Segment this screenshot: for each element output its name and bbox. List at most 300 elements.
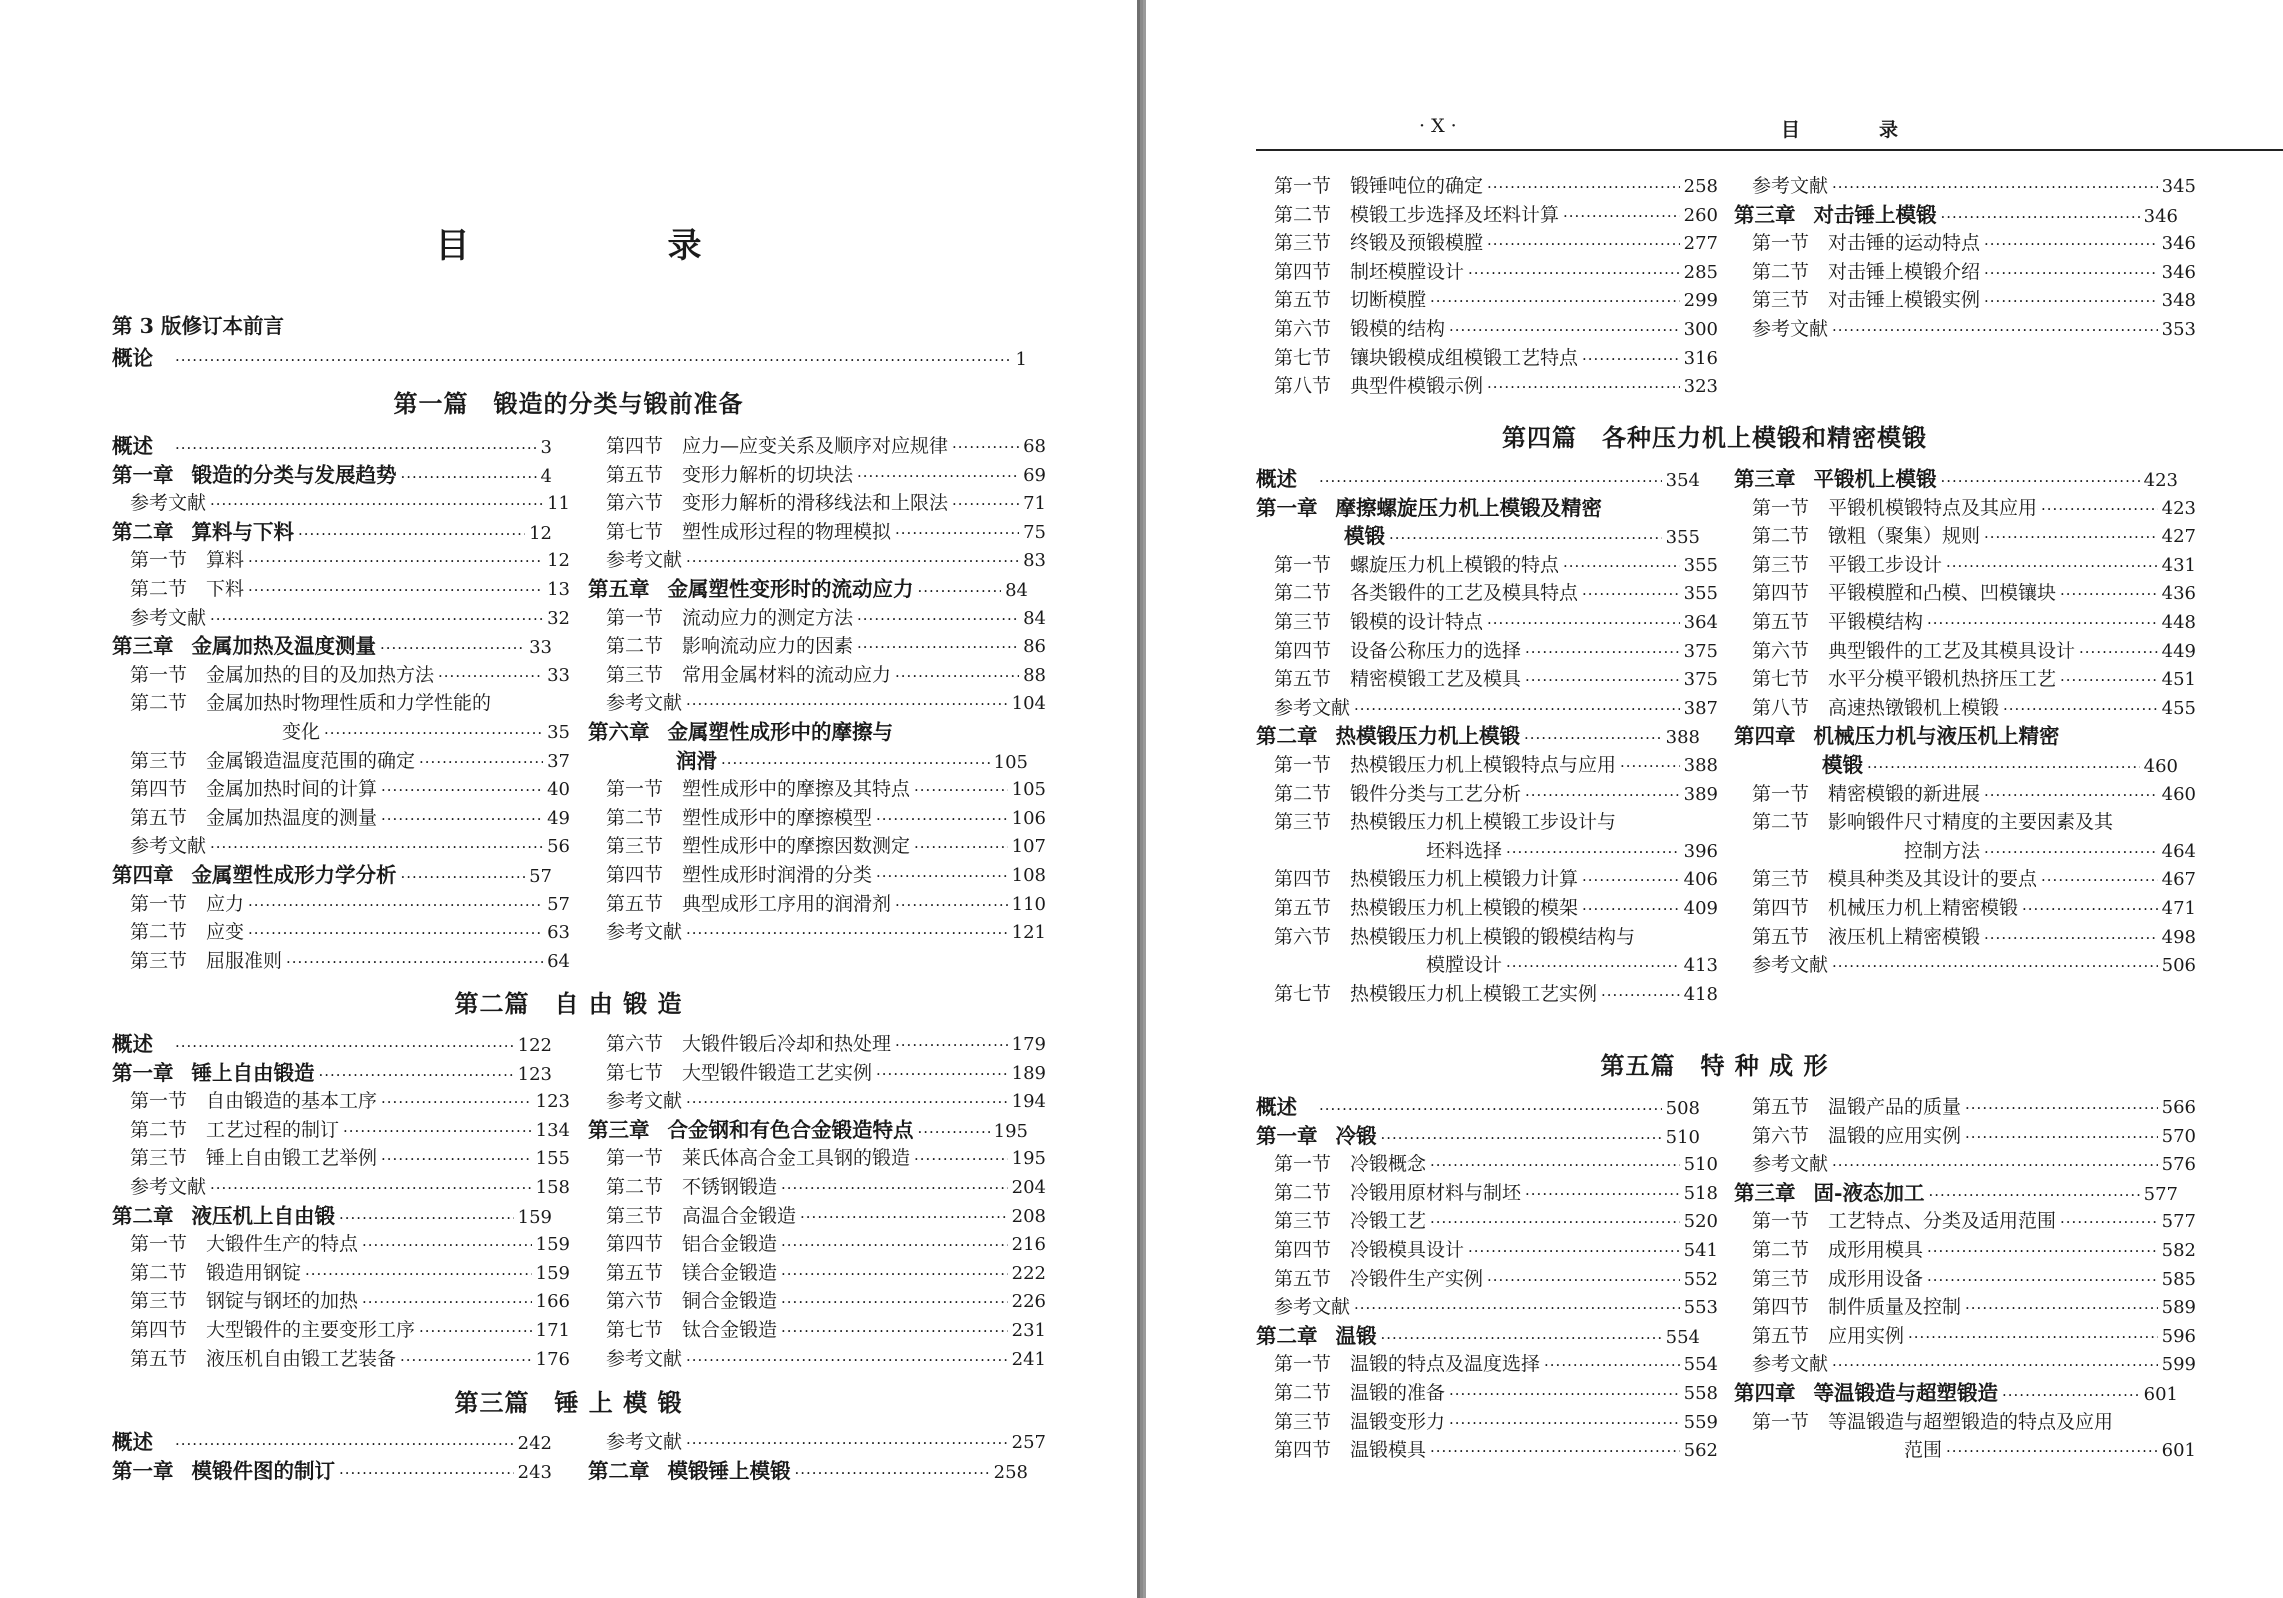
toc-chapter-entry[interactable] [1256,522,1700,550]
leader-dots [362,1231,532,1259]
leader-dots [795,1459,990,1487]
toc-section-entry[interactable] [588,775,1046,803]
toc-entry-title: 模锻工步选择及坯料计算 [1350,203,1560,226]
toc-entry-page: 506 [2161,955,2196,977]
toc-entry-page: 63 [547,922,570,944]
toc-entry-title: 影响锻件尺寸精度的主要因素及其 [1828,811,2114,834]
toc-entry-page: 451 [2161,669,2196,691]
toc-section-entry[interactable] [1256,172,1718,200]
toc-top-entry[interactable] [112,312,1027,340]
leader-dots [381,1088,532,1116]
toc-entry-page: 423 [2161,497,2196,519]
toc-entry-label: 第二节 [606,635,664,658]
toc-section-entry[interactable] [588,661,1046,689]
toc-section-entry[interactable] [1734,1408,2196,1436]
toc-section-entry[interactable] [112,747,570,775]
toc-section-entry[interactable] [588,832,1046,860]
toc-section-entry[interactable] [112,1116,570,1144]
toc-entry-page: 346 [2161,233,2196,255]
toc-section-entry[interactable] [112,890,570,918]
leader-dots [1582,580,1680,608]
toc-entry-label: 第四节 [1752,897,1810,919]
toc-entry-page: 123 [517,1063,552,1085]
toc-entry-label: 第一节 [1274,1353,1332,1376]
toc-entry-label: 参考文献 [606,549,683,572]
toc-section-entry[interactable] [1256,980,1718,1008]
toc-section-entry[interactable] [1256,201,1718,229]
toc-entry-label: 第六节 [1274,318,1332,340]
toc-section-entry[interactable] [1734,1207,2196,1235]
toc-section-entry[interactable] [1256,1293,1718,1321]
toc-section-entry[interactable] [112,575,570,603]
leader-dots [1946,1437,2158,1465]
left-page [0,0,1137,1598]
toc-chapter-entry[interactable] [1256,1122,1700,1150]
toc-entry-label: 第一节 [606,778,664,801]
toc-section-entry[interactable] [588,489,1046,517]
toc-section-entry[interactable] [112,947,570,975]
toc-chapter-entry[interactable] [1734,722,2178,750]
toc-entry-label: 第三节 [130,749,188,772]
toc-section-entry[interactable] [1734,1122,2196,1150]
toc-chapter-entry[interactable] [112,861,552,889]
toc-section-entry[interactable] [588,1428,1046,1456]
toc-entry-page: 577 [2143,1183,2178,1205]
toc-section-entry[interactable] [1256,286,1718,314]
toc-section-entry[interactable] [1256,1379,1718,1407]
toc-section-entry[interactable] [1256,1436,1718,1464]
toc-entry-title: 冷锻用原材料与制坯 [1350,1181,1522,1204]
toc-section-entry[interactable] [112,1230,570,1258]
toc-entry-title: 锻模的设计特点 [1350,611,1484,633]
toc-entry-label: 第二节 [1274,1181,1332,1204]
toc-entry-page: 323 [1683,376,1718,398]
toc-entry-title: 锤上自由锻工艺举例 [206,1147,378,1170]
toc-section-entry[interactable] [1256,780,1718,808]
toc-chapter-entry[interactable] [112,1202,552,1230]
toc-section-entry[interactable] [1734,494,2196,522]
toc-entry-title: 变形力解析的切块法 [682,463,854,486]
toc-section-entry[interactable] [588,1087,1046,1115]
toc-entry-page: 413 [1683,955,1718,977]
toc-section-entry[interactable] [1734,865,2196,893]
toc-section-entry[interactable] [1734,637,2196,665]
toc-section-entry[interactable] [588,1287,1046,1315]
toc-section-entry[interactable] [1256,751,1718,779]
toc-entry-page: 498 [2161,926,2196,948]
leader-dots [686,547,1019,575]
toc-entry-title: 固-液态加工 [1813,1180,1925,1205]
toc-entry-page: 467 [2161,869,2196,891]
toc-entry-label: 第七节 [1274,982,1332,1005]
leader-dots [1927,609,2158,637]
leader-dots [2041,495,2158,523]
toc-entry-label: 第三章 [588,1117,650,1142]
toc-section-entry[interactable] [1734,1265,2196,1293]
toc-entry-page: 257 [1011,1432,1046,1453]
leader-dots [952,490,1019,518]
toc-entry-label: 第六节 [1752,1124,1810,1147]
toc-section-entry[interactable] [1256,951,1718,979]
leader-dots [2003,695,2158,723]
toc-entry-page: 277 [1683,233,1718,255]
leader-dots [1601,981,1680,1009]
toc-section-entry[interactable] [1256,344,1718,372]
part-title: 第四篇 各种压力机上模锻和精密模锻 [1502,423,1927,452]
leader-dots [1319,467,1662,495]
toc-section-entry[interactable] [1256,551,1718,579]
toc-section-entry[interactable] [588,1202,1046,1230]
toc-entry-page: 355 [1683,554,1718,576]
leader-dots [857,633,1019,661]
toc-entry-label: 第五章 [588,577,650,601]
toc-section-entry[interactable] [1734,1322,2196,1350]
leader-dots [914,1145,1008,1173]
toc-chapter-entry[interactable] [588,747,1028,775]
toc-section-entry[interactable] [1256,1150,1718,1178]
leader-dots [401,863,526,891]
toc-section-entry[interactable] [1734,172,2196,200]
toc-entry-label: 第二节 [1274,782,1332,805]
toc-section-entry[interactable] [1734,1350,2196,1378]
toc-section-entry[interactable] [1734,608,2196,636]
toc-chapter-entry[interactable] [112,1457,552,1485]
toc-section-entry[interactable] [588,432,1046,460]
toc-entry-title: 坯料选择 [1426,839,1503,862]
toc-chapter-entry[interactable] [112,518,552,546]
toc-section-entry[interactable] [1256,837,1718,865]
toc-section-entry[interactable] [1256,608,1718,636]
leader-dots [380,634,525,662]
toc-entry-title: 锤上自由锻造 [191,1060,315,1085]
toc-entry-label: 第二节 [606,1176,664,1198]
toc-section-entry[interactable] [588,1173,1046,1201]
toc-chapter-entry[interactable] [588,1116,1028,1144]
toc-entry-title: 精密模锻的新进展 [1828,782,1981,805]
toc-section-entry[interactable] [1256,894,1718,922]
toc-entry-title: 镦粗（聚集）规则 [1828,525,1981,548]
toc-entry-title: 对击锤上模锻介绍 [1828,260,1981,283]
toc-section-entry[interactable] [112,775,570,803]
toc-section-entry[interactable] [1256,229,1718,257]
toc-section-entry[interactable] [1734,258,2196,286]
toc-entry-title: 合金钢和有色合金锻造特点 [667,1117,914,1142]
toc-entry-label: 第三节 [606,663,664,686]
toc-entry-page: 510 [1665,1126,1700,1148]
toc-section-entry[interactable] [112,489,570,517]
toc-section-entry[interactable] [112,1287,570,1315]
leader-dots [324,719,543,747]
toc-chapter-entry[interactable] [1256,494,1700,522]
toc-entry-title: 应力—应变关系及顺序对应规律 [682,435,949,457]
leader-dots [1506,952,1680,980]
toc-entry-page: 83 [1023,550,1046,572]
toc-section-entry[interactable] [1256,315,1718,343]
toc-section-entry[interactable] [1734,229,2196,257]
toc-entry-title: 制坯模膛设计 [1350,260,1465,283]
toc-chapter-entry[interactable] [1734,1379,2178,1407]
toc-section-entry[interactable] [1734,694,2196,722]
toc-chapter-entry[interactable] [588,718,1028,746]
leader-dots [857,605,1019,633]
toc-entry-page: 222 [1011,1262,1046,1284]
toc-entry-title: 精密模锻工艺及模具 [1350,668,1522,691]
toc-entry-title: 大锻件锻后冷却和热处理 [682,1033,892,1055]
toc-entry-title: 螺旋压力机上模锻的特点 [1350,553,1560,576]
toc-entry-title: 应变 [206,921,245,944]
leader-dots [286,948,543,976]
toc-entry-title: 大型锻件锻造工艺实例 [682,1061,873,1084]
toc-section-entry[interactable] [1256,665,1718,693]
toc-section-entry[interactable] [112,1316,570,1344]
leader-dots [1941,467,2140,495]
toc-entry-title: 平锻机模锻特点及其应用 [1828,496,2038,519]
leader-dots [381,805,543,833]
toc-entry-page: 562 [1683,1440,1718,1462]
toc-entry-title: 范围 [1904,1439,1943,1462]
toc-section-entry[interactable] [1734,579,2196,607]
toc-chapter-entry[interactable] [112,1059,552,1087]
toc-entry-page: 285 [1683,261,1718,283]
toc-entry-title: 应用实例 [1828,1324,1905,1347]
toc-section-entry[interactable] [1256,808,1718,836]
toc-section-entry[interactable] [112,1144,570,1172]
toc-section-entry[interactable] [1734,923,2196,951]
toc-section-entry[interactable] [588,918,1046,946]
toc-entry-title: 热模锻压力机上模锻的锻模结构与 [1350,925,1636,948]
toc-section-entry[interactable] [1734,1236,2196,1264]
leader-dots [210,490,543,518]
toc-section-entry[interactable] [588,518,1046,546]
toc-section-entry[interactable] [588,632,1046,660]
leader-dots [1506,838,1680,866]
toc-section-entry[interactable] [588,1144,1046,1172]
leader-dots [1449,1380,1680,1408]
toc-section-entry[interactable] [588,1059,1046,1087]
toc-chapter-entry[interactable] [112,1030,552,1058]
toc-chapter-entry[interactable] [112,1428,552,1456]
leader-dots [175,434,537,462]
toc-entry-label: 第二章 [112,519,174,544]
toc-section-entry[interactable] [1256,637,1718,665]
toc-section-entry[interactable] [1734,1093,2196,1121]
toc-entry-title: 塑性成形中的摩擦及其特点 [682,778,911,801]
toc-section-entry[interactable] [1256,923,1718,951]
toc-entry-label: 第三节 [1752,868,1810,891]
leader-dots [419,748,543,776]
toc-entry-page: 40 [547,779,570,801]
toc-section-entry[interactable] [1256,1236,1718,1264]
toc-entry-label: 第五节 [1274,1267,1332,1290]
toc-section-entry[interactable] [1734,808,2196,836]
toc-entry-label: 第五节 [1752,1096,1810,1118]
toc-entry-label: 第七节 [606,520,664,543]
toc-section-entry[interactable] [1734,286,2196,314]
toc-entry-label: 第二节 [1274,203,1332,226]
toc-entry-label: 第一章 [1256,495,1318,520]
toc-section-entry[interactable] [588,1030,1046,1058]
toc-section-entry[interactable] [588,546,1046,574]
toc-entry-label: 参考文献 [1274,696,1351,719]
leader-dots [895,662,1019,690]
toc-section-entry[interactable] [588,1230,1046,1258]
toc-section-entry[interactable] [1734,1293,2196,1321]
toc-entry-label: 第四节 [1274,1439,1332,1462]
toc-section-entry[interactable] [1256,865,1718,893]
toc-entry-label: 第七节 [1274,346,1332,369]
toc-chapter-entry[interactable] [588,1457,1028,1485]
toc-entry-title: 模具种类及其设计的要点 [1828,868,2038,891]
toc-entry-page: 388 [1665,727,1700,749]
toc-section-entry[interactable] [1256,372,1718,400]
toc-entry-page: 346 [2161,261,2196,283]
toc-section-entry[interactable] [1256,1207,1718,1235]
leader-dots [210,833,543,861]
toc-entry-title: 模锻 [1344,524,1385,549]
toc-entry-title: 温锻 [1335,1323,1377,1348]
toc-section-entry[interactable] [112,1173,570,1201]
toc-section-entry[interactable] [1734,665,2196,693]
leader-dots [800,1203,1008,1231]
toc-chapter-entry[interactable] [588,575,1028,603]
leader-dots [248,891,543,919]
toc-section-entry[interactable] [1256,1408,1718,1436]
leader-dots [686,1429,1008,1457]
toc-entry-label: 第五节 [130,806,188,829]
toc-section-entry[interactable] [1734,951,2196,979]
toc-section-entry[interactable] [1734,780,2196,808]
toc-entry-label: 第一节 [1752,1210,1810,1233]
toc-entry-page: 510 [1683,1154,1718,1176]
toc-section-entry[interactable] [1256,1350,1718,1378]
toc-section-entry[interactable] [112,718,570,746]
toc-section-entry[interactable] [588,890,1046,918]
toc-chapter-entry[interactable] [1256,722,1700,750]
toc-chapter-entry[interactable] [1256,465,1700,493]
toc-entry-label: 第六节 [1752,639,1810,662]
toc-section-entry[interactable] [112,1345,570,1373]
leader-dots [339,1459,514,1487]
toc-entry-page: 56 [547,836,570,858]
toc-entry-label: 第一章 [112,462,174,487]
toc-entry-page: 86 [1023,636,1046,658]
toc-section-entry[interactable] [588,1316,1046,1344]
toc-entry-page: 226 [1011,1291,1046,1313]
toc-entry-title: 模锻 [1822,753,1863,777]
toc-section-entry[interactable] [1734,1436,2196,1464]
toc-section-entry[interactable] [112,1259,570,1287]
toc-section-entry[interactable] [112,832,570,860]
leader-dots [248,547,543,575]
toc-section-entry[interactable] [112,804,570,832]
toc-chapter-entry[interactable] [1256,1093,1700,1121]
toc-section-entry[interactable] [112,689,570,717]
leader-dots [1582,866,1680,894]
toc-section-entry[interactable] [588,804,1046,832]
toc-entry-title: 钢锭与钢坯的加热 [206,1290,359,1313]
toc-section-entry[interactable] [1734,1150,2196,1178]
toc-entry-title: 对击锤的运动特点 [1828,232,1981,255]
toc-entry-page: 541 [1683,1240,1718,1261]
toc-section-entry[interactable] [1256,1179,1718,1207]
leader-dots [1487,173,1680,201]
toc-section-entry[interactable] [588,861,1046,889]
leader-dots [895,519,1019,547]
leader-dots [686,919,1008,947]
toc-entry-page: 355 [1665,527,1700,549]
toc-entry-page: 12 [529,522,552,544]
toc-section-entry[interactable] [1256,694,1718,722]
toc-entry-label: 第二节 [130,1261,188,1284]
toc-entry-label: 第四章 [112,863,174,887]
toc-entry-title: 金属加热时间的计算 [206,778,378,801]
toc-section-entry[interactable] [588,461,1046,489]
toc-entry-page: 194 [1011,1091,1046,1113]
toc-section-entry[interactable] [112,661,570,689]
toc-entry-label: 第二节 [1274,1382,1332,1404]
leader-dots [1525,781,1680,809]
toc-section-entry[interactable] [588,689,1046,717]
toc-section-entry[interactable] [112,604,570,632]
toc-section-entry[interactable] [1734,315,2196,343]
toc-entry-title: 应力 [206,892,245,915]
toc-chapter-entry[interactable] [1256,1322,1700,1350]
toc-entry-page: 171 [535,1320,570,1341]
toc-entry-label: 第三节 [1274,232,1332,255]
toc-section-entry[interactable] [588,604,1046,632]
toc-entry-label: 第二章 [112,1203,174,1228]
leader-dots [1832,1351,2158,1379]
toc-section-entry[interactable] [1734,894,2196,922]
toc-entry-label: 参考文献 [606,692,683,715]
leader-dots [2060,580,2158,608]
toc-chapter-entry[interactable] [1734,465,2178,493]
toc-section-entry[interactable] [112,918,570,946]
toc-entry-title: 各类锻件的工艺及模具特点 [1350,582,1579,605]
toc-chapter-entry[interactable] [112,461,552,489]
toc-section-entry[interactable] [1734,522,2196,550]
toc-chapter-entry[interactable] [112,432,552,460]
toc-chapter-entry[interactable] [1734,1179,2178,1207]
toc-entry-page: 195 [1011,1148,1046,1170]
toc-section-entry[interactable] [1256,579,1718,607]
toc-section-entry[interactable] [1734,551,2196,579]
toc-section-entry[interactable] [1256,1265,1718,1293]
leader-dots [419,1317,532,1345]
toc-chapter-entry[interactable] [1734,751,2178,779]
toc-entry-title: 塑性成形时润滑的分类 [682,864,873,886]
toc-section-entry[interactable] [1256,258,1718,286]
toc-section-entry[interactable] [1734,837,2196,865]
toc-chapter-entry[interactable] [112,632,552,660]
toc-chapter-entry[interactable] [1734,201,2178,229]
leader-dots [1319,1095,1662,1123]
toc-entry-title: 算料与下料 [191,519,294,544]
toc-entry-page: 566 [2161,1097,2196,1118]
toc-section-entry[interactable] [588,1345,1046,1373]
toc-section-entry[interactable] [588,1259,1046,1287]
toc-entry-page: 553 [1683,1297,1718,1319]
toc-entry-title: 金属加热温度的测量 [206,806,378,829]
leader-dots [1430,1151,1680,1179]
toc-entry-label: 第五节 [1752,611,1810,633]
toc-top-entry[interactable] [112,344,1027,372]
toc-entry-label: 第三节 [1752,289,1810,312]
toc-section-entry[interactable] [112,1087,570,1115]
toc-section-entry[interactable] [112,546,570,574]
toc-entry-page: 559 [1683,1411,1718,1433]
toc-entry-title: 锻锤吨位的确定 [1350,175,1484,197]
